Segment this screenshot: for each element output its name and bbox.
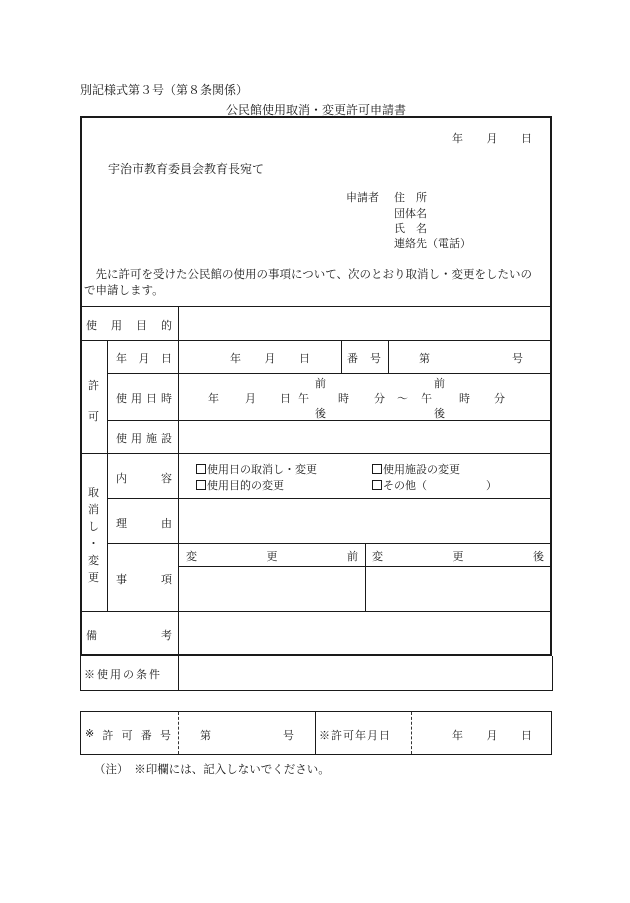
application-date: 年 月 日 xyxy=(452,132,532,145)
usage-am-top: 前 xyxy=(315,377,326,390)
number-label: 番 号 xyxy=(347,352,381,365)
permit-group-label-2: 可 xyxy=(88,410,99,423)
statement-line-2: で申請します。 xyxy=(84,283,164,297)
remarks-label: 備 考 xyxy=(86,629,172,642)
permit-number-value: 第 号 xyxy=(200,729,294,742)
addressee: 宇治市教育委員会教育長宛て xyxy=(108,162,265,176)
content-label: 内 容 xyxy=(116,472,172,485)
applicant-name-field[interactable]: 氏 名 xyxy=(394,222,427,235)
permit-date-label: 年 月 日 xyxy=(116,352,172,365)
number-value[interactable]: 第 号 xyxy=(419,352,523,365)
conditions-label: ※使用の条件 xyxy=(84,668,162,681)
permit-date-office-label: ※許可年月日 xyxy=(319,729,391,742)
change-group-label-5: 変 xyxy=(88,554,99,567)
applicant-phone-field[interactable]: 連絡先（電話） xyxy=(394,237,471,250)
applicant-label: 申請者 xyxy=(346,191,379,204)
checkbox-icon[interactable] xyxy=(196,464,206,474)
usage-pm-bottom: 後 xyxy=(434,407,445,420)
option-change-facility[interactable]: 使用施設の変更 xyxy=(372,461,460,477)
after-change-header: 変 更 後 xyxy=(372,550,544,563)
applicant-address-field[interactable]: 住 所 xyxy=(394,191,427,204)
reason-input[interactable] xyxy=(180,500,550,542)
facility-label: 使 用 施 設 xyxy=(116,432,172,445)
conditions-input xyxy=(180,658,550,689)
usage-datetime-value[interactable]: 年 月 日 午 時 分 〜 午 時 分 xyxy=(208,392,505,405)
applicant-group-field[interactable]: 団体名 xyxy=(394,207,427,220)
before-change-input[interactable] xyxy=(180,568,364,610)
change-group-label-1: 取 xyxy=(88,486,99,499)
permit-date-value[interactable]: 年 月 日 xyxy=(230,352,310,365)
form-title: 公民館使用取消・変更許可申請書 xyxy=(226,103,407,117)
option-other-close: ） xyxy=(486,479,497,492)
checkbox-icon[interactable] xyxy=(196,480,206,490)
change-group-label-2: 消 xyxy=(88,503,99,516)
facility-input[interactable] xyxy=(180,422,550,452)
purpose-input[interactable] xyxy=(180,308,550,339)
items-label: 事 項 xyxy=(116,573,172,586)
statement-line-1: 先に許可を受けた公民館の使用の事項について、次のとおり取消し・変更をしたいの xyxy=(84,267,533,281)
change-group-label-4: ・ xyxy=(88,537,99,550)
permit-number-label: ※ 許 可 番 号 xyxy=(85,727,171,742)
footnote: （注） ※印欄には、記入しないでください。 xyxy=(94,762,330,776)
usage-am-bottom: 後 xyxy=(315,407,326,420)
usage-pm-top: 前 xyxy=(434,377,445,390)
permit-date-office-value: 年 月 日 xyxy=(452,729,532,742)
permit-group-label-1: 許 xyxy=(88,379,99,392)
change-group-label-6: 更 xyxy=(88,571,99,584)
remarks-input[interactable] xyxy=(180,613,550,654)
checkbox-icon[interactable] xyxy=(372,464,382,474)
usage-datetime-label: 使 用 日 時 xyxy=(116,392,172,405)
reason-label: 理 由 xyxy=(116,517,172,530)
option-cancel-change-date[interactable]: 使用日の取消し・変更 xyxy=(196,461,317,477)
purpose-label: 使 用 目 的 xyxy=(86,319,172,332)
option-other[interactable]: その他（ xyxy=(372,477,427,493)
option-change-purpose[interactable]: 使用目的の変更 xyxy=(196,477,284,493)
change-group-label-3: し xyxy=(88,520,99,533)
before-change-header: 変 更 前 xyxy=(186,550,358,563)
after-change-input[interactable] xyxy=(367,568,550,610)
form-number: 別記様式第３号（第８条関係） xyxy=(80,83,249,97)
checkbox-icon[interactable] xyxy=(372,480,382,490)
